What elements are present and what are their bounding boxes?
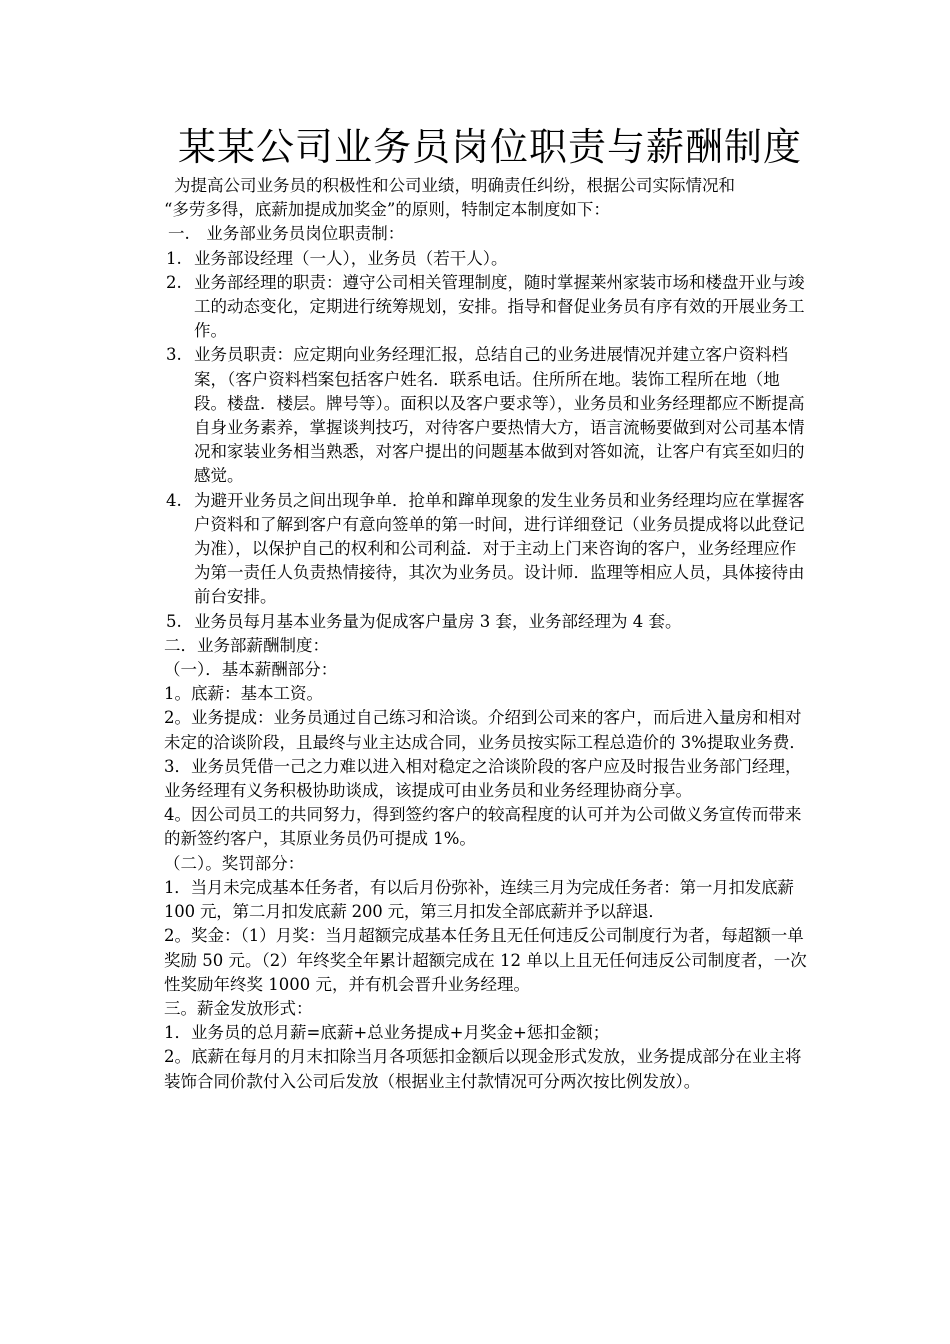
- paragraph: 4。因公司员工的共同努力，得到签约客户的较高程度的认可并为公司做义务宣传而带来的新签约客户，其原业务员仍可提成 1%。: [164, 805, 802, 849]
- section-2-subheading-1: （一）．基本薪酬部分：: [164, 660, 338, 680]
- paragraph: 2。奖金：（1）月奖：当月超额完成基本任务且无任何违反公司制度行为者，每超额一单奖励 50 元。（2）年终奖全年累计超额完成在 12 单以上且无任何违反公司制度者，一次性奖励年终奖 1000 元，并有机会晋升业务经理。: [164, 926, 807, 994]
- section-1-heading: 一. 业务部业务员岗位职责制：: [168, 224, 405, 244]
- document-body: [164, 174, 812, 1094]
- document-title: 某某公司业务员岗位职责与薪酬制度: [177, 125, 802, 169]
- list-item-number: 4.: [166, 490, 182, 510]
- list-item-text: 业务部经理的职责：遵守公司相关管理制度，随时掌握莱州家装市场和楼盘开业与竣工的动态变化，定期进行统筹规划，安排。指导和督促业务员有序有效的开展业务工作。: [194, 272, 805, 341]
- list-item-number: 5.: [166, 611, 182, 631]
- paragraph: 2。业务提成：业务员通过自己练习和洽谈。介绍到公司来的客户，而后进入量房和相对未定的洽谈阶段，且最终与业主达成合同，业务员按实际工程总造价的 3%提取业务费．: [164, 708, 806, 752]
- paragraph: 1．当月未完成基本任务者，有以后月份弥补，连续三月为完成任务者：第一月扣发底薪 100 元，第二月扣发底薪 200 元，第三月扣发全部底薪并予以辞退．: [164, 877, 794, 922]
- section-1-list: [164, 247, 812, 634]
- list-item-text: 为避开业务员之间出现争单．抢单和蹿单现象的发生业务员和业务经理均应在掌握客户资料和了解到客户有意向签单的第一时间，进行详细登记（业务员提成将以此登记为准），以保护自己的权利和公司利益．对于主动上门来咨询的客户，业务经理应作为第一责任人负责热情接待，其次为业务员。设计师．监理等相应人员，具体接待由前台安排。: [194, 490, 805, 607]
- list-item-text: 业务部设经理（一人），业务员（若干人）。: [194, 248, 508, 268]
- list-item: [164, 610, 812, 634]
- paragraph: 2。底薪在每月的月末扣除当月各项惩扣金额后以现金形式发放，业务提成部分在业主将装饰合同价款付入公司后发放（根据业主付款情况可分两次按比例发放）。: [164, 1047, 802, 1091]
- list-item-number: 1.: [166, 248, 182, 268]
- paragraph: 1．业务员的总月薪=底薪+总业务提成+月奖金+惩扣金额；: [164, 1023, 610, 1043]
- intro-line-1: 为提高公司业务员的积极性和公司业绩，明确责任纠纷，根据公司实际情况和: [174, 176, 735, 195]
- list-item: [164, 271, 812, 344]
- list-item: [164, 489, 812, 610]
- paragraph: 1。底薪：基本工资。: [164, 684, 323, 704]
- paragraph: 3．业务员凭借一己之力难以进入相对稳定之洽谈阶段的客户应及时报告业务部门经理，业务经理有义务积极协助谈成，该提成可由业务员和业务经理协商分享。: [164, 756, 802, 801]
- section-2-heading: 二．业务部薪酬制度：: [164, 635, 329, 655]
- list-item: [164, 343, 812, 488]
- list-item-number: 2.: [166, 272, 182, 292]
- list-item-number: 3.: [166, 345, 182, 365]
- list-item: [164, 247, 812, 271]
- list-item-text: 业务员每月基本业务量为促成客户量房 3 套，业务部经理为 4 套。: [194, 611, 682, 631]
- intro-line-2: “多劳多得，底薪加提成加奖金”的原则，特制定本制度如下：: [164, 200, 610, 220]
- list-item-text: 业务员职责：应定期向业务经理汇报，总结自己的业务进展情况并建立客户资料档案，（客户资料档案包括客户姓名．联系电话。住所所在地。装饰工程所在地（地段。楼盘．楼层。牌号等）。面积以及客户要求等），业务员和业务经理都应不断提高自身业务素养，掌握谈判技巧，对待客户要热情大方，语言流畅要做到对公司基本情况和家装业务相当熟悉，对客户提出的问题基本做到对答如流，让客户有宾至如归的感觉。: [194, 345, 805, 486]
- section-2-subheading-2: （二）。奖罚部分：: [164, 853, 305, 873]
- section-3-heading: 三。薪金发放形式：: [164, 998, 313, 1018]
